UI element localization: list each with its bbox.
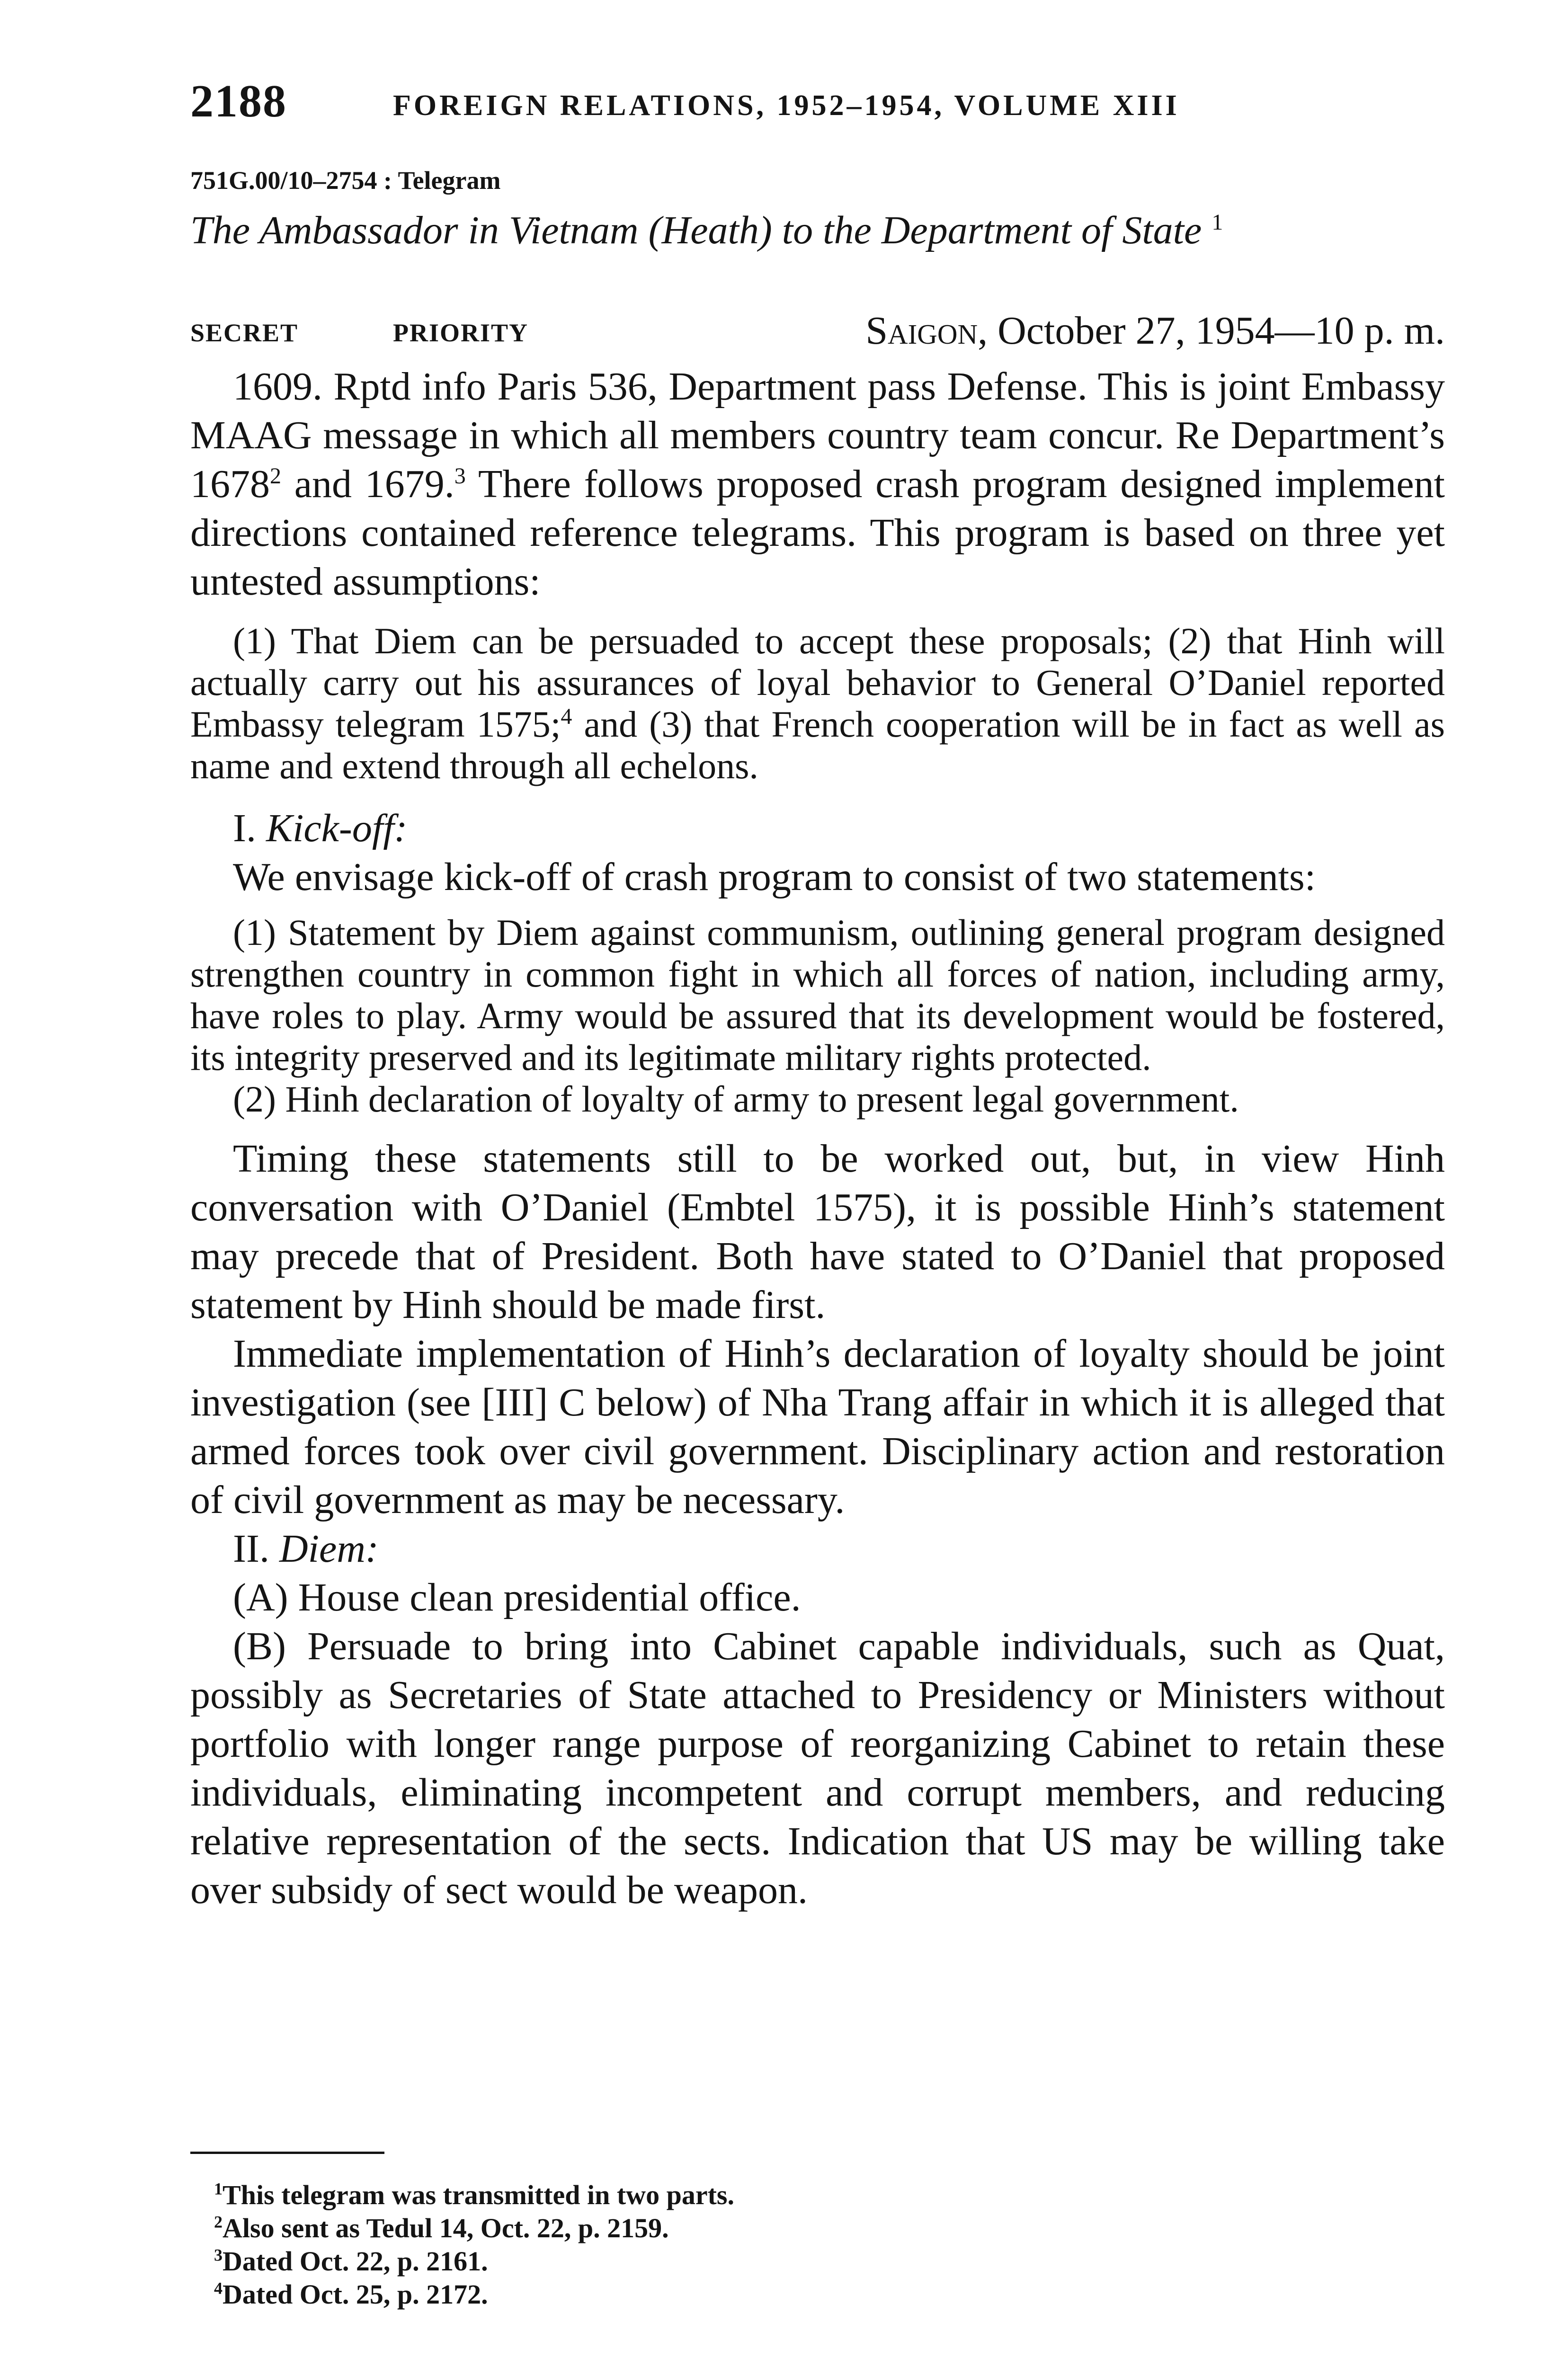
footnote-ref-2: 2 (270, 463, 281, 489)
footnote-text: Also sent as Tedul 14, Oct. 22, p. 2159. (223, 2213, 669, 2243)
running-head: FOREIGN RELATIONS, 1952–1954, VOLUME XIII (393, 89, 1180, 122)
item-a: (A) House clean presidential office. (233, 1575, 801, 1620)
statement-2: (2) Hinh declaration of loyalty of army to present legal government. (233, 1078, 1239, 1120)
section-title: Kick-off: (266, 806, 408, 850)
assumptions-paragraph (190, 620, 1445, 787)
dateline (865, 308, 1445, 354)
telegram-body (190, 362, 1445, 1914)
footnote-rule (190, 2152, 384, 2154)
page-number: 2188 (190, 76, 287, 127)
footnote-text: This telegram was transmitted in two parts. (223, 2180, 734, 2210)
item-b: (B) Persuade to bring into Cabinet capable individuals, such as Quat, possibly as Secretaries of State attached to Presidency or Ministers without portfolio with longer range purpose of reorganizing Cabinet to retain these individuals, eliminating incompetent and corrupt members, and reducing relative representation of the sects. Indication that US may be willing take over subsidy of sect would be weapon. (190, 1624, 1445, 1912)
opening-text-a: 1609. Rptd info Paris 536, Department pass Defense. This is joint Embassy MAAG message in which all members country team concur. Re Department’s 1678 (190, 365, 1445, 506)
page-header (190, 75, 1445, 127)
section-title: Diem: (279, 1527, 379, 1571)
footnote (214, 2179, 1350, 2212)
footnote (214, 2212, 1350, 2245)
footnote-ref-3: 3 (454, 463, 466, 489)
footnote (214, 2278, 1350, 2311)
footnote-ref-1: 1 (1212, 210, 1223, 235)
opening-paragraph (190, 362, 1445, 606)
precedence: PRIORITY (393, 319, 529, 347)
opening-text-c: There follows proposed crash program designed implement directions contained reference telegrams. This program is based on three yet untested assumptions: (190, 462, 1445, 604)
kickoff-intro: We envisage kick-off of crash program to consist of two statements: (233, 855, 1316, 899)
opening-text-b: and 1679. (281, 462, 454, 506)
telegram-meta (190, 308, 1445, 355)
timing-paragraph: Timing these statements still to be worked out, but, in view Hinh conversation with O’Daniel (Embtel 1575), it is possible Hinh’s statement may precede that of President. Both have stated to O’Daniel that proposed statement by Hinh should be made first. (190, 1137, 1445, 1327)
footnote (214, 2245, 1350, 2278)
footnote-number: 3 (214, 2245, 223, 2265)
footnote-text: Dated Oct. 25, p. 2172. (223, 2279, 488, 2310)
footnote-text: Dated Oct. 22, p. 2161. (223, 2246, 488, 2277)
section-heading-kickoff (190, 804, 1445, 853)
document-title (190, 207, 1445, 253)
footnote-number: 1 (214, 2179, 223, 2198)
section-number: I. (233, 806, 266, 850)
footnote-ref-4: 4 (561, 704, 572, 729)
footnote-number: 4 (214, 2278, 223, 2298)
implementation-paragraph: Immediate implementation of Hinh’s declaration of loyalty should be joint investigation (see [III] C below) of Nha Trang affair in which it is alleged that armed forces took over civil government. Disciplinary action and restoration of civil government as may be necessary. (190, 1332, 1445, 1522)
statement-1: (1) Statement by Diem against communism, outlining general program designed strengthen country in common fight in which all forces of nation, including army, have roles to play. Army would be assured that its development would be fostered, its integrity preserved and its legitimate military rights protected. (190, 912, 1445, 1078)
footnotes (214, 2179, 1350, 2311)
footnote-number: 2 (214, 2212, 223, 2232)
file-number: 751G.00/10–2754 : Telegram (190, 166, 501, 195)
classification: SECRET (190, 319, 299, 347)
section-heading-diem (190, 1524, 1445, 1573)
section-number: II. (233, 1527, 279, 1571)
assumptions-text-a: (1) That Diem can be persuaded to accept these proposals; (2) that Hinh will actually carry out his assurances of loyal behavior to General O’Daniel reported Embassy telegram 1575; (190, 620, 1445, 745)
document-page (190, 0, 1445, 2367)
assumptions-text-b: and (3) that French cooperation will be in fact as well as name and extend through all echelons. (190, 703, 1445, 786)
dateline-place: Saigon (865, 309, 978, 353)
dateline-date: , October 27, 1954—10 p. m. (978, 309, 1445, 353)
document-title-text: The Ambassador in Vietnam (Heath) to the Department of State (190, 208, 1202, 252)
